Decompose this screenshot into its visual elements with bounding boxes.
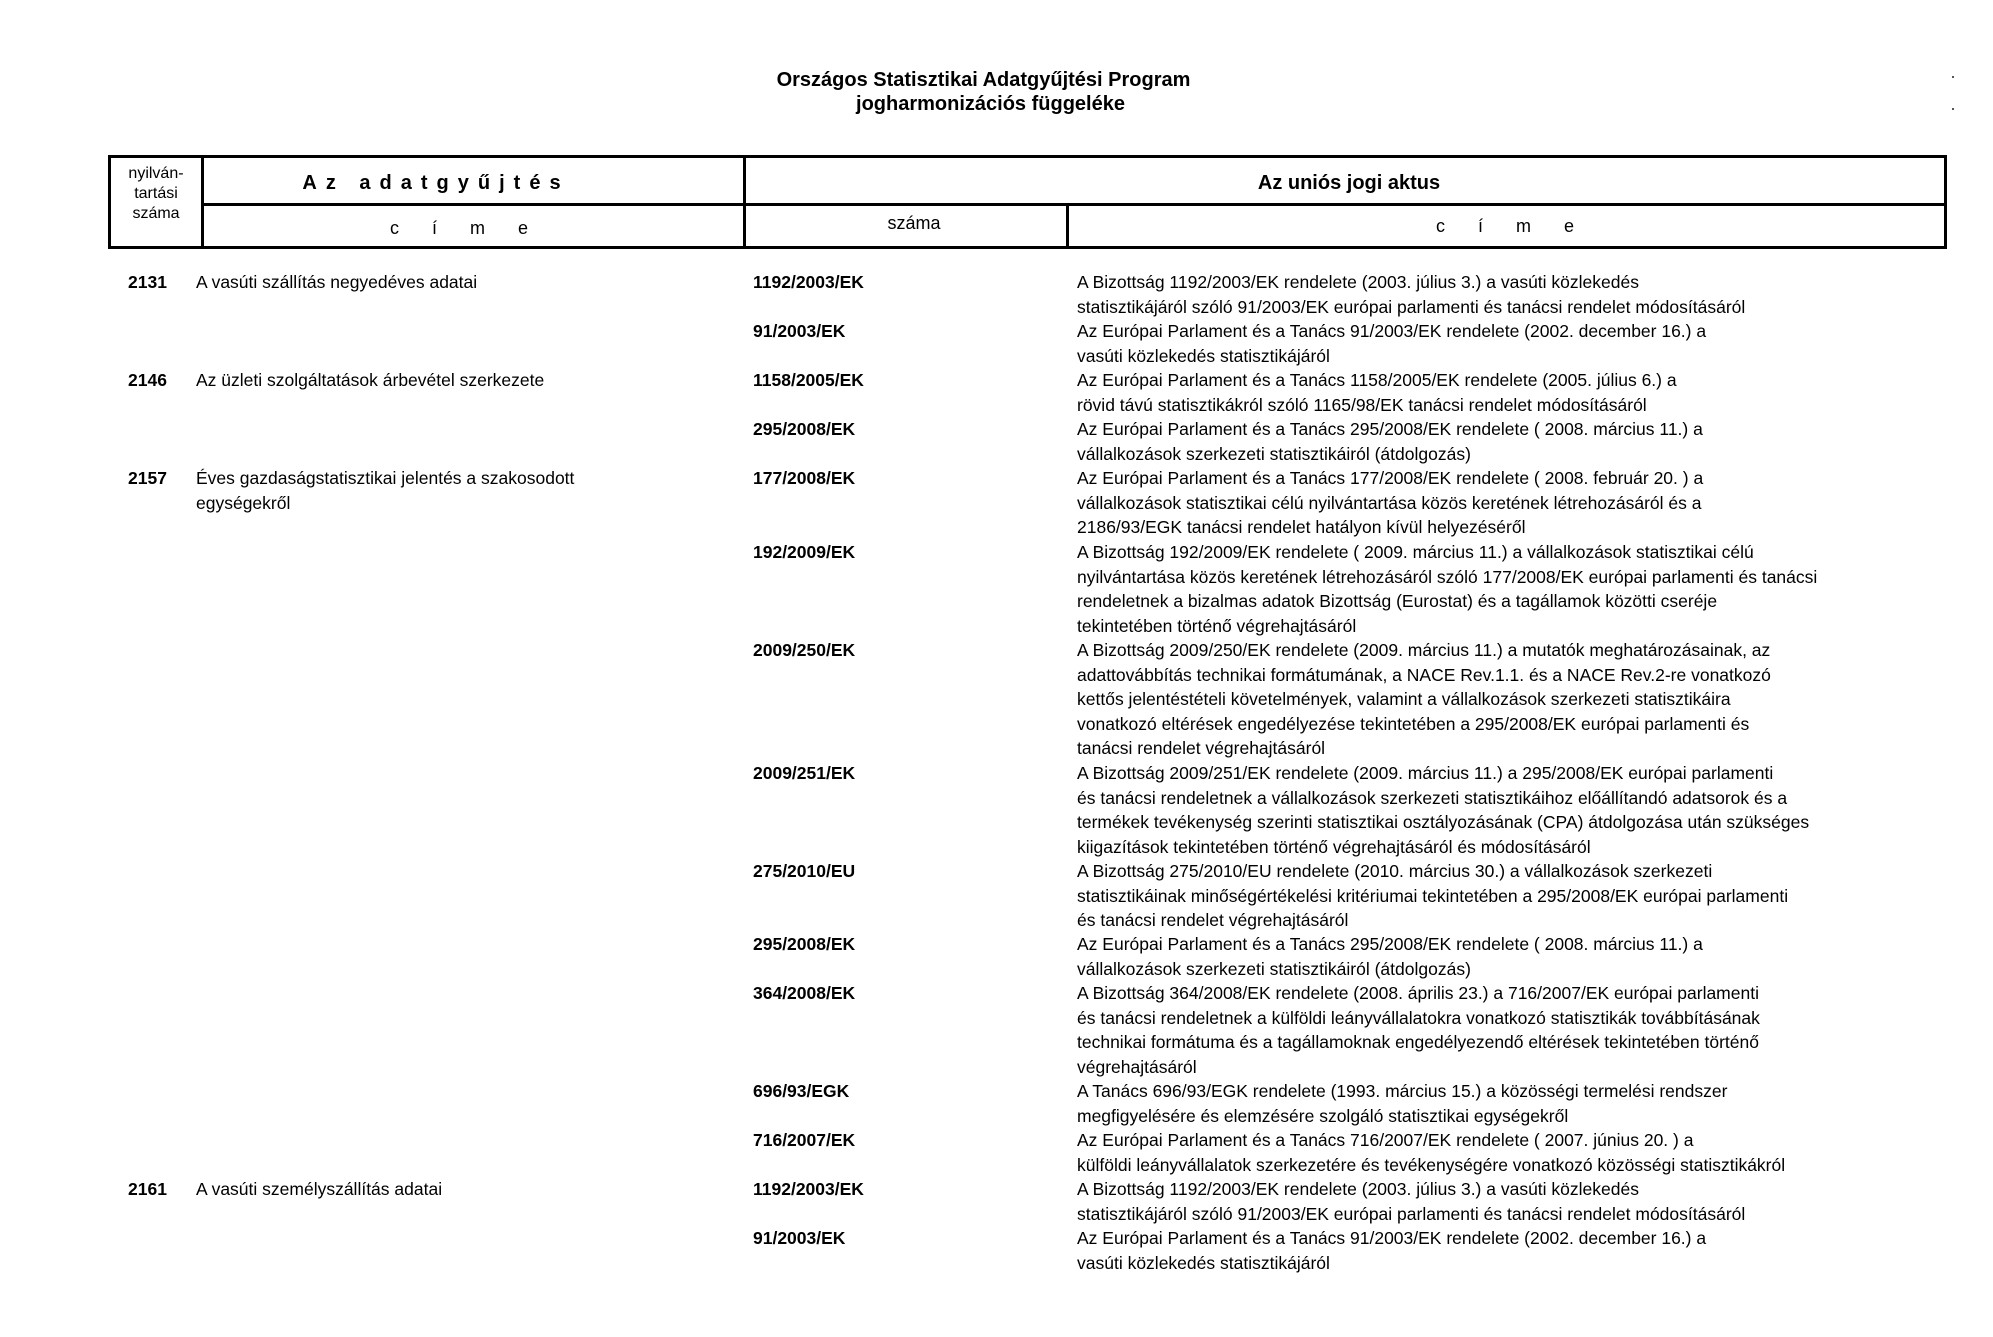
- row-jogi-aktus-cime: A Bizottság 2009/250/EK rendelete (2009. március 11.) a mutatók meghatározásainak, az adattovábbítás technikai formátumának, a NACE Rev.1.1. és a NACE Rev.2-re vonatkozó kettős jelentéstételi követelmények, valamint a vállalkozások szerkezeti statisztikáira vonatkozó eltérések engedélyezése tekintetében a 295/2008/EK európai parlamenti és tanácsi rendelet végrehajtásáról: [1077, 640, 1771, 758]
- header-szama: száma: [887, 213, 941, 233]
- row-jogi-aktus-szama: 275/2010/EU: [753, 861, 856, 881]
- row-jogi-aktus-cime: Az Európai Parlament és a Tanács 91/2003/EK rendelete (2002. december 16.) a vasúti közlekedés statisztikájáról: [1077, 1228, 1707, 1273]
- row-jogi-aktus-cime: A Bizottság 1192/2003/EK rendelete (2003. július 3.) a vasúti közlekedés statisztikájáról szóló 91/2003/EK európai parlamenti és tanácsi rendelet módosításáról: [1077, 272, 1746, 317]
- header-adatgyujtes-cime: c í m e: [389, 218, 542, 238]
- row-jogi-aktus-szama: 295/2008/EK: [753, 934, 856, 954]
- row-adatgyujtes-cime: A vasúti szállítás negyedéves adatai: [196, 272, 478, 292]
- header-unios-jogi-aktus: Az uniós jogi aktus: [1257, 172, 1441, 194]
- row-jogi-aktus-szama: 192/2009/EK: [753, 542, 856, 562]
- row-adatgyujtes-cime: Éves gazdaságstatisztikai jelentés a szakosodott egységekről: [196, 468, 575, 513]
- row-jogi-aktus-szama: 177/2008/EK: [753, 468, 856, 488]
- row-jogi-aktus-cime: Az Európai Parlament és a Tanács 177/2008/EK rendelete ( 2008. február 20. ) a vállalkozások statisztikai célú nyilvántartása közös keretének létrehozásáról és a 2186/93/EGK tanácsi rendelet hatályon kívül helyezéséről: [1077, 468, 1704, 537]
- row-jogi-aktus-szama: 696/93/EGK: [753, 1081, 850, 1101]
- header-jogi-aktus-cime: c í m e: [1435, 216, 1588, 236]
- row-jogi-aktus-szama: 91/2003/EK: [753, 321, 846, 341]
- row-jogi-aktus-szama: 1192/2003/EK: [753, 1179, 864, 1199]
- row-jogi-aktus-szama: 2009/250/EK: [753, 640, 856, 660]
- header-divider: [201, 203, 1944, 206]
- row-jogi-aktus-szama: 364/2008/EK: [753, 983, 856, 1003]
- row-jogi-aktus-cime: Az Európai Parlament és a Tanács 716/2007/EK rendelete ( 2007. június 20. ) a külföldi leányvállalatok szerkezetére és tevékenységére vonatkozó közösségi statisztikákról: [1077, 1130, 1786, 1175]
- row-nyilvantartasi-szam: 2131: [128, 272, 167, 292]
- row-jogi-aktus-cime: Az Európai Parlament és a Tanács 1158/2005/EK rendelete (2005. július 6.) a rövid távú statisztikákról szóló 1165/98/EK tanácsi rendelet módosításáról: [1077, 370, 1677, 415]
- row-adatgyujtes-cime: A vasúti személyszállítás adatai: [196, 1179, 443, 1199]
- header-divider: [743, 158, 746, 246]
- row-nyilvantartasi-szam: 2161: [128, 1179, 167, 1199]
- row-jogi-aktus-szama: 2009/251/EK: [753, 763, 856, 783]
- row-jogi-aktus-szama: 716/2007/EK: [753, 1130, 856, 1150]
- row-jogi-aktus-cime: A Bizottság 2009/251/EK rendelete (2009. március 11.) a 295/2008/EK európai parlamenti és tanácsi rendeletnek a vállalkozások szerkezeti statisztikáihoz előállítandó adatsorok és a termékek tevékenység szerinti statisztikai osztályozásának (CPA) átdolgozása után szükséges kiigazítások tekintetében történő végrehajtásáról és módosításáról: [1077, 763, 1810, 857]
- row-jogi-aktus-cime: A Bizottság 192/2009/EK rendelete ( 2009. március 11.) a vállalkozások statisztikai célú nyilvántartása közös keretének létrehozásáról szóló 177/2008/EK európai parlamenti és tanácsi rendeletnek a bizalmas adatok Bizottság (Eurostat) és a tagállamok közötti cseréje tekintetében történő végrehajtásáról: [1077, 542, 1818, 636]
- table-header: [108, 155, 1947, 249]
- header-adatgyujtes: Az adatgyűjtés: [302, 172, 570, 194]
- row-jogi-aktus-szama: 1158/2005/EK: [753, 370, 864, 390]
- row-jogi-aktus-cime: A Bizottság 275/2010/EU rendelete (2010. március 30.) a vállalkozások szerkezeti statisztikáinak minőségértékelési kritériumai tekintetében a 295/2008/EK európai parlamenti és tanácsi rendelet végrehajtásáról: [1077, 861, 1789, 930]
- row-jogi-aktus-szama: 91/2003/EK: [753, 1228, 846, 1248]
- row-jogi-aktus-cime: A Bizottság 364/2008/EK rendelete (2008. április 23.) a 716/2007/EK európai parlamenti és tanácsi rendeletnek a külföldi leányvállalatokra vonatkozó statisztikák továbbításának technikai formátuma és a tagállamoknak engedélyezendő eltérések tekintetében történő végrehajtásáról: [1077, 983, 1760, 1077]
- row-nyilvantartasi-szam: 2146: [128, 370, 167, 390]
- row-jogi-aktus-cime: Az Európai Parlament és a Tanács 295/2008/EK rendelete ( 2008. március 11.) a vállalkozások szerkezeti statisztikáiról (átdolgozás): [1077, 934, 1703, 979]
- margin-dot: [1952, 108, 1954, 110]
- title-line-2: jogharmonizációs függeléke: [856, 93, 1125, 115]
- margin-dot: [1952, 76, 1954, 78]
- title-line-1: Országos Statisztikai Adatgyűjtési Program: [776, 69, 1191, 91]
- row-nyilvantartasi-szam: 2157: [128, 468, 167, 488]
- header-nyilvantartasi-szama: nyilván- tartási száma: [128, 165, 184, 222]
- row-jogi-aktus-cime: Az Európai Parlament és a Tanács 91/2003/EK rendelete (2002. december 16.) a vasúti közlekedés statisztikájáról: [1077, 321, 1707, 366]
- page-title: [0, 68, 1993, 116]
- row-jogi-aktus-szama: 1192/2003/EK: [753, 272, 864, 292]
- row-jogi-aktus-cime: A Bizottság 1192/2003/EK rendelete (2003. július 3.) a vasúti közlekedés statisztikájáról szóló 91/2003/EK európai parlamenti és tanácsi rendelet módosításáról: [1077, 1179, 1746, 1224]
- row-jogi-aktus-cime: Az Európai Parlament és a Tanács 295/2008/EK rendelete ( 2008. március 11.) a vállalkozások szerkezeti statisztikáiról (átdolgozás): [1077, 419, 1703, 464]
- row-adatgyujtes-cime: Az üzleti szolgáltatások árbevétel szerkezete: [196, 370, 545, 390]
- row-jogi-aktus-szama: 295/2008/EK: [753, 419, 856, 439]
- row-jogi-aktus-cime: A Tanács 696/93/EGK rendelete (1993. március 15.) a közösségi termelési rendszer megfigyelésére és elemzésére szolgáló statisztikai egységekről: [1077, 1081, 1728, 1126]
